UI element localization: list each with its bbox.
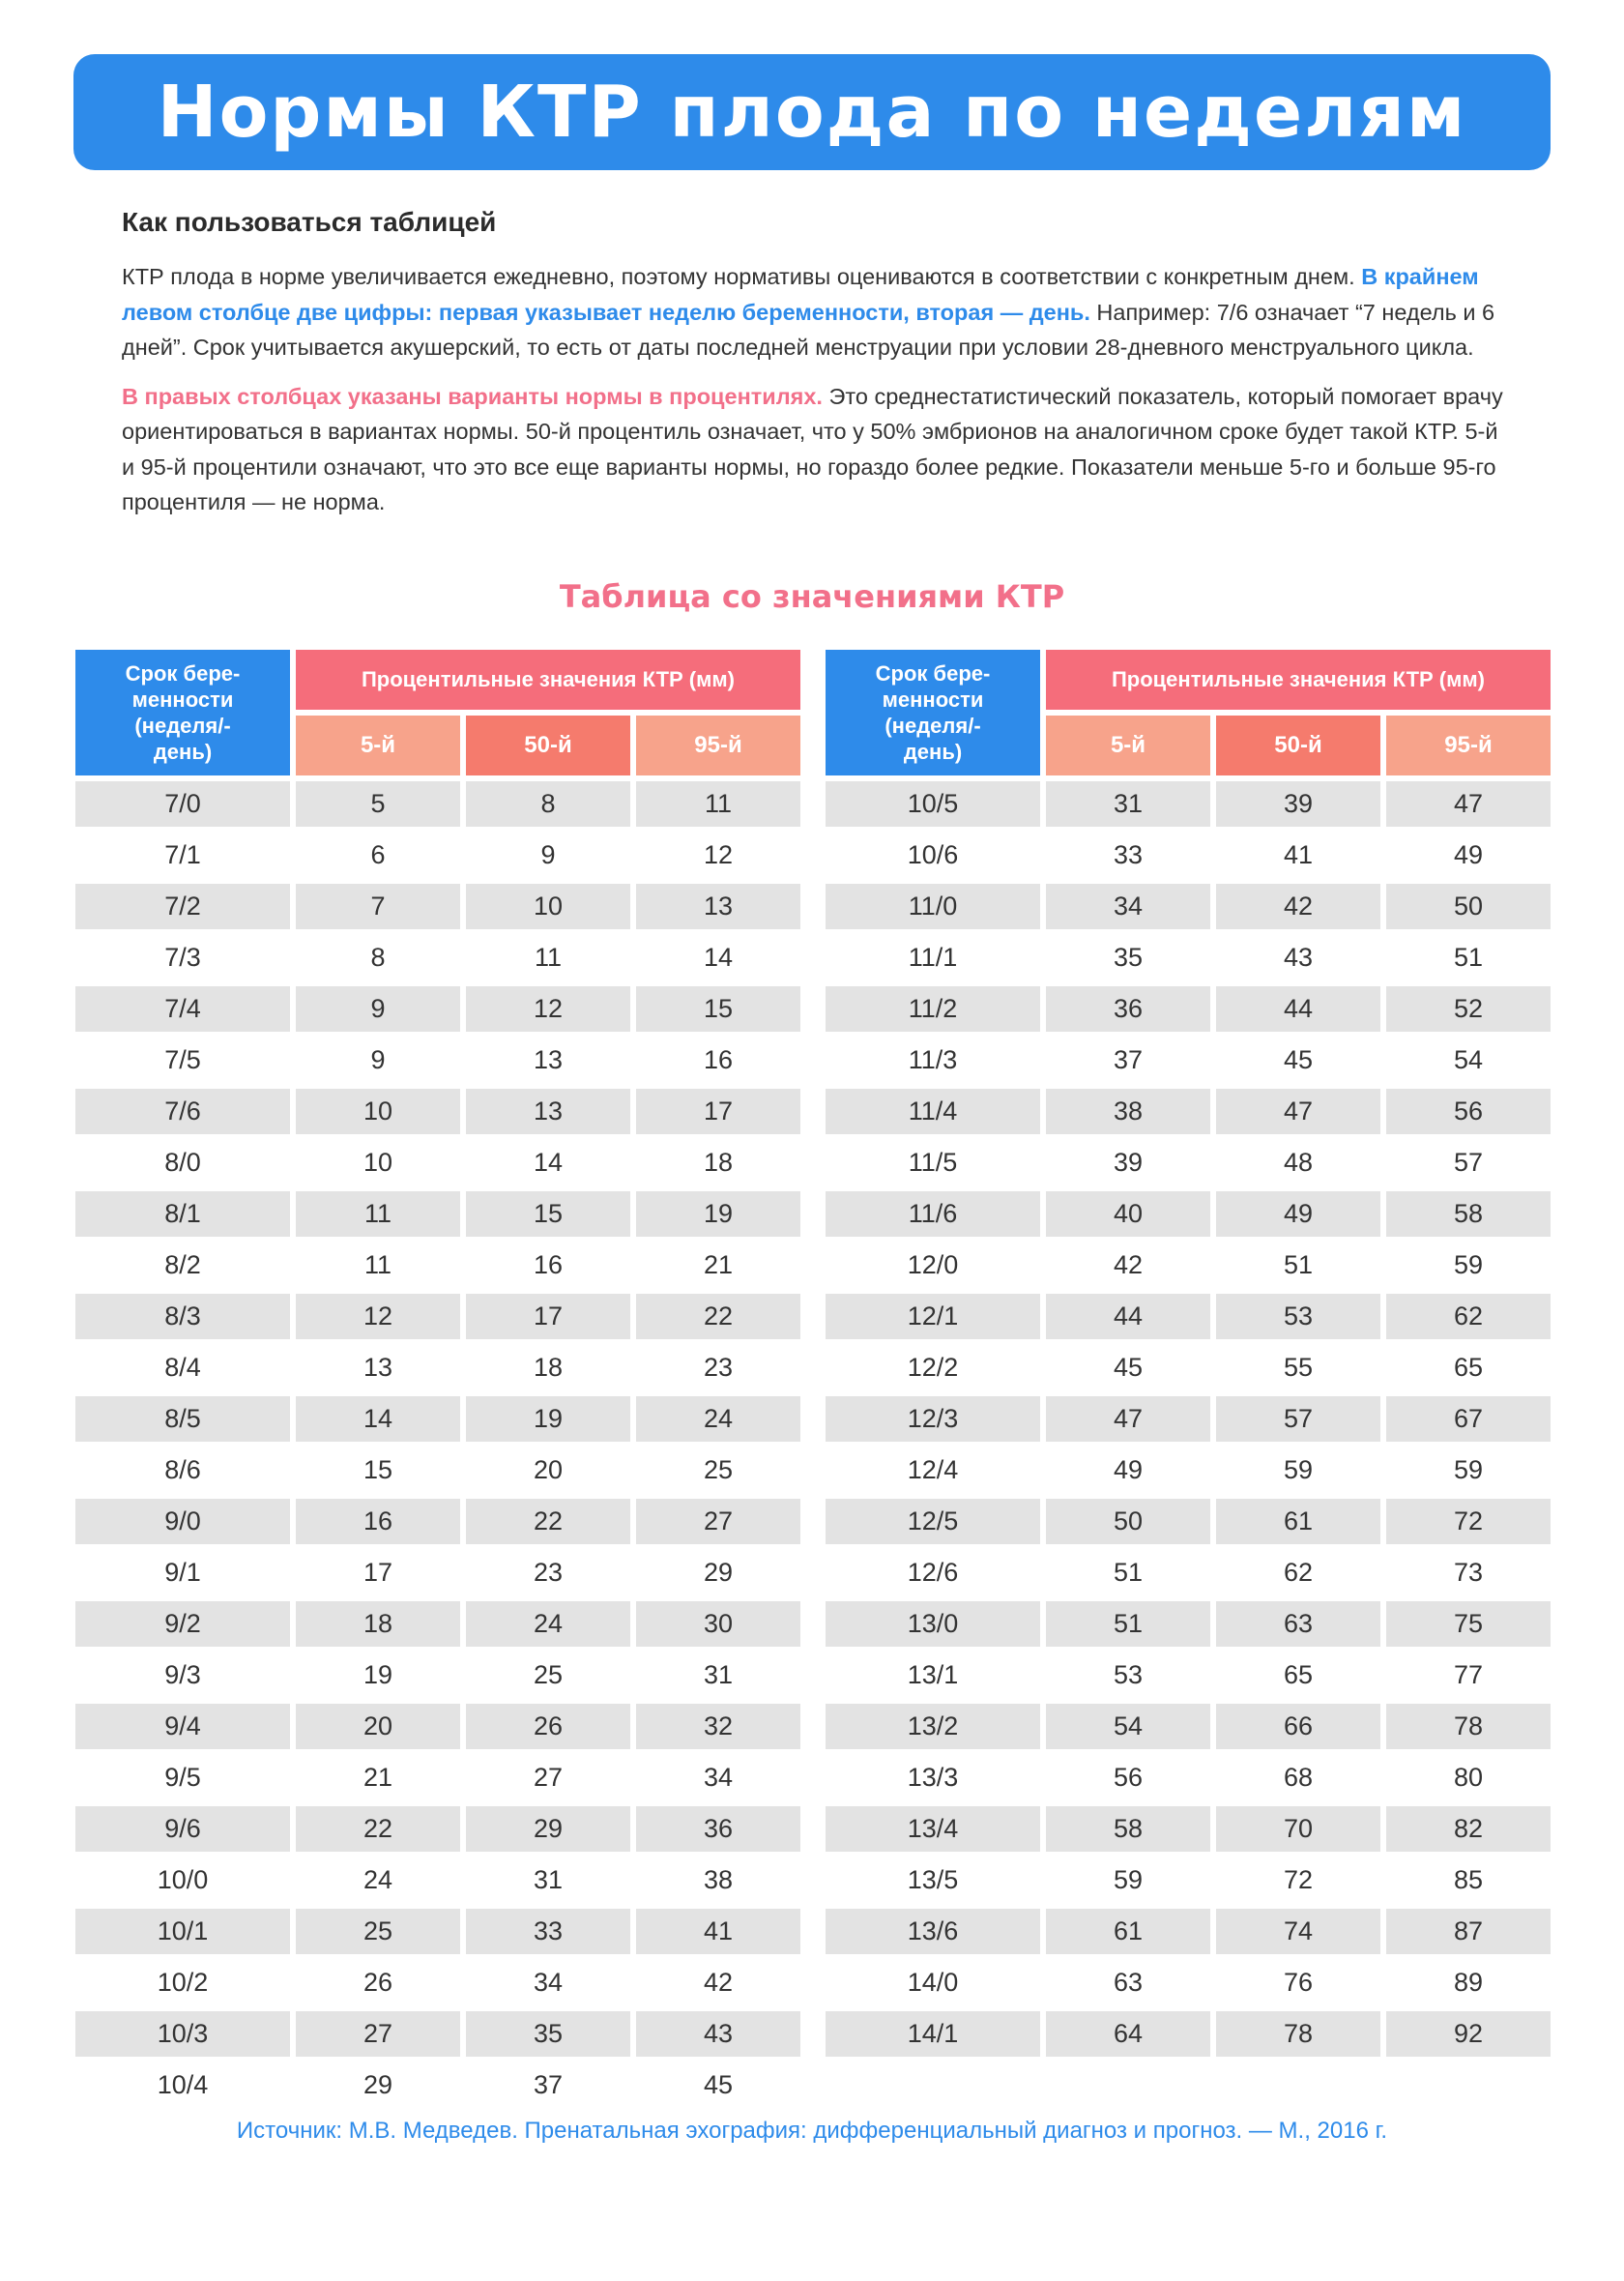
cell-p50: 9 — [540, 840, 556, 869]
header-p95: 95-й — [636, 716, 800, 775]
cell-p50: 12 — [466, 986, 630, 1032]
cell-p5: 51 — [1113, 1558, 1144, 1587]
cell-p5: 6 — [370, 840, 386, 869]
table-row — [75, 2062, 800, 2108]
cell-p50: 70 — [1216, 1806, 1380, 1852]
cell-p5: 64 — [1046, 2011, 1210, 2057]
table-title: Таблица со значениями КТР — [559, 578, 1065, 615]
cell-p95: 89 — [1453, 1968, 1484, 1997]
cell-term: 12/4 — [907, 1455, 959, 1484]
cell-p95: 25 — [703, 1455, 734, 1484]
cell-p95: 22 — [636, 1294, 800, 1339]
cell-p95: 29 — [703, 1558, 734, 1587]
cell-p50: 11 — [534, 943, 563, 972]
cell-p95: 78 — [1386, 1704, 1551, 1749]
cell-p50: 27 — [533, 1763, 564, 1792]
cell-p50: 29 — [466, 1806, 630, 1852]
table-row — [826, 986, 1551, 1032]
cell-p50: 14 — [533, 1148, 564, 1177]
cell-p5: 15 — [362, 1455, 393, 1484]
cell-p95: 54 — [1453, 1045, 1484, 1074]
cell-term: 7/2 — [75, 884, 290, 929]
cell-term: 11/1 — [908, 943, 958, 972]
table-body — [75, 781, 800, 2108]
cell-term: 7/0 — [75, 781, 290, 827]
cell-p95: 27 — [636, 1499, 800, 1544]
cell-term: 12/1 — [826, 1294, 1040, 1339]
cell-term: 8/5 — [75, 1396, 290, 1442]
cell-p5: 53 — [1113, 1660, 1144, 1689]
cell-p5: 27 — [296, 2011, 460, 2057]
cell-p95: 85 — [1453, 1865, 1484, 1894]
header-p50: 50-й — [466, 716, 630, 775]
cell-term: 13/2 — [826, 1704, 1040, 1749]
cell-p95: 14 — [703, 943, 734, 972]
cell-term: 9/5 — [164, 1763, 201, 1792]
cell-p95: 43 — [636, 2011, 800, 2057]
cell-p50: 16 — [533, 1250, 564, 1279]
cell-p50: 53 — [1216, 1294, 1380, 1339]
cell-p95: 49 — [1453, 840, 1484, 869]
cell-p50: 39 — [1216, 781, 1380, 827]
cell-p5: 58 — [1046, 1806, 1210, 1852]
cell-p95: 38 — [703, 1865, 734, 1894]
cell-p5: 38 — [1046, 1089, 1210, 1134]
table-row — [826, 1294, 1551, 1339]
cell-term: 10/4 — [157, 2070, 209, 2099]
cell-p50: 47 — [1216, 1089, 1380, 1134]
cell-p95: 73 — [1453, 1558, 1484, 1587]
table-row — [75, 1550, 800, 1595]
table-row — [75, 1345, 800, 1390]
table-row — [75, 1806, 800, 1852]
table-row — [75, 1960, 800, 2005]
cell-term: 7/6 — [75, 1089, 290, 1134]
table-row — [826, 1601, 1551, 1647]
header-term-text: Срок бере- менности (неделя/- день) — [125, 661, 241, 764]
table-row — [826, 1345, 1551, 1390]
table-row — [826, 2011, 1551, 2057]
table-row — [75, 1038, 800, 1083]
ktp-table-right — [820, 644, 1556, 2062]
cell-p50: 61 — [1216, 1499, 1380, 1544]
cell-p95: 30 — [636, 1601, 800, 1647]
cell-p50: 72 — [1283, 1865, 1314, 1894]
cell-p50: 42 — [1216, 884, 1380, 929]
cell-p95: 65 — [1453, 1353, 1484, 1382]
cell-p95: 67 — [1386, 1396, 1551, 1442]
table-row — [75, 1448, 800, 1493]
cell-p5: 21 — [362, 1763, 393, 1792]
cell-p5: 18 — [296, 1601, 460, 1647]
intro-paragraph-2 — [122, 379, 1504, 520]
intro-paragraph-1 — [122, 259, 1504, 366]
cell-term: 14/1 — [826, 2011, 1040, 2057]
cell-p95: 45 — [703, 2070, 734, 2099]
table-row — [75, 1499, 800, 1544]
cell-term: 13/5 — [907, 1865, 959, 1894]
intro-text-1a: КТР плода в норме увеличивается ежедневно, поэтому нормативы оцениваются в соответствии с конкретным днем. — [122, 264, 1362, 289]
cell-p50: 48 — [1283, 1148, 1314, 1177]
table-row — [826, 1704, 1551, 1749]
cell-p5: 12 — [296, 1294, 460, 1339]
table-row — [826, 1755, 1551, 1800]
cell-p50: 37 — [533, 2070, 564, 2099]
header-term-text: Срок бере- менности (неделя/- день) — [875, 661, 991, 764]
table-row — [826, 1140, 1551, 1185]
cell-term: 7/3 — [164, 943, 201, 972]
cell-term: 13/1 — [907, 1660, 959, 1689]
cell-term: 13/4 — [826, 1806, 1040, 1852]
cell-p5: 56 — [1113, 1763, 1144, 1792]
source-citation: Источник: М.В. Медведев. Пренатальная эхография: дифференциальный диагноз и прогноз. — М., 2016 г. — [236, 2118, 1388, 2144]
cell-term: 8/2 — [164, 1250, 201, 1279]
table-row — [75, 1755, 800, 1800]
cell-p95: 77 — [1453, 1660, 1484, 1689]
header-term — [826, 650, 1040, 775]
intro-text-2b: Это среднестатистический показатель, который помогает врачу ориентироваться в вариантах нормы. 50-й процентиль означает, что у 50% эмбрионов на аналогичном сроке будет такой КТР. 5-й и 95-й процентили означают, что это все еще варианты нормы, но гораздо более редкие. Показатели меньше 5-го и больше 95-го процентиля — не норма. — [122, 383, 1503, 514]
cell-p95: 87 — [1386, 1909, 1551, 1954]
cell-p95: 11 — [636, 781, 800, 827]
table-row — [75, 1140, 800, 1185]
table-row — [75, 1857, 800, 1903]
table-row — [75, 1089, 800, 1134]
cell-term: 10/5 — [826, 781, 1040, 827]
cell-p95: 23 — [703, 1353, 734, 1382]
intro-highlight-blue: В крайнем левом столбце две цифры: первая указывает неделю беременности, вторая — день. — [122, 264, 1479, 325]
cell-term: 8/3 — [75, 1294, 290, 1339]
cell-p95: 17 — [636, 1089, 800, 1134]
cell-p50: 59 — [1283, 1455, 1314, 1484]
table-row — [826, 833, 1551, 878]
table-row — [826, 1089, 1551, 1134]
cell-p95: 16 — [703, 1045, 734, 1074]
title-banner — [73, 54, 1551, 170]
cell-p5: 7 — [296, 884, 460, 929]
cell-p50: 78 — [1216, 2011, 1380, 2057]
cell-p50: 51 — [1283, 1250, 1314, 1279]
cell-p5: 19 — [362, 1660, 393, 1689]
header-p50: 50-й — [1216, 716, 1380, 775]
cell-p50: 66 — [1216, 1704, 1380, 1749]
cell-term: 8/6 — [164, 1455, 201, 1484]
cell-term: 13/0 — [826, 1601, 1040, 1647]
table-row — [826, 1909, 1551, 1954]
cell-p5: 50 — [1046, 1499, 1210, 1544]
cell-p5: 20 — [296, 1704, 460, 1749]
cell-p50: 8 — [466, 781, 630, 827]
table-row — [826, 1550, 1551, 1595]
table-row — [75, 833, 800, 878]
cell-p95: 47 — [1386, 781, 1551, 827]
header-p95: 95-й — [1386, 716, 1551, 775]
cell-p50: 24 — [466, 1601, 630, 1647]
cell-term: 10/6 — [907, 840, 959, 869]
cell-p50: 57 — [1216, 1396, 1380, 1442]
table-row — [826, 1191, 1551, 1237]
cell-p95: 62 — [1386, 1294, 1551, 1339]
cell-term: 11/3 — [908, 1045, 958, 1074]
cell-term: 12/6 — [907, 1558, 959, 1587]
cell-p95: 13 — [636, 884, 800, 929]
header-p5: 5-й — [296, 716, 460, 775]
header-p5: 5-й — [1046, 716, 1210, 775]
intro-highlight-pink: В правых столбцах указаны варианты нормы в процентилях. — [122, 383, 823, 409]
cell-term: 11/0 — [826, 884, 1040, 929]
table-row — [826, 1499, 1551, 1544]
cell-p95: 52 — [1386, 986, 1551, 1032]
cell-term: 9/0 — [75, 1499, 290, 1544]
cell-p95: 56 — [1386, 1089, 1551, 1134]
cell-p5: 8 — [370, 943, 386, 972]
cell-p95: 36 — [636, 1806, 800, 1852]
cell-p5: 26 — [362, 1968, 393, 1997]
cell-term: 9/3 — [164, 1660, 201, 1689]
cell-p95: 15 — [636, 986, 800, 1032]
cell-p95: 34 — [703, 1763, 734, 1792]
cell-term: 10/1 — [75, 1909, 290, 1954]
cell-p5: 25 — [296, 1909, 460, 1954]
cell-p5: 16 — [296, 1499, 460, 1544]
cell-p50: 62 — [1283, 1558, 1314, 1587]
cell-p50: 55 — [1283, 1353, 1314, 1382]
cell-term: 9/2 — [75, 1601, 290, 1647]
cell-p95: 12 — [703, 840, 734, 869]
cell-p5: 11 — [296, 1191, 460, 1237]
table-header — [826, 650, 1551, 775]
cell-p5: 45 — [1113, 1353, 1144, 1382]
cell-p5: 10 — [362, 1148, 393, 1177]
cell-p95: 32 — [636, 1704, 800, 1749]
cell-p95: 58 — [1386, 1191, 1551, 1237]
cell-p50: 26 — [466, 1704, 630, 1749]
cell-p5: 61 — [1046, 1909, 1210, 1954]
cell-p95: 59 — [1453, 1455, 1484, 1484]
cell-p50: 76 — [1283, 1968, 1314, 1997]
cell-p5: 10 — [296, 1089, 460, 1134]
cell-p5: 5 — [296, 781, 460, 827]
table-body — [826, 781, 1551, 2057]
cell-p5: 33 — [1113, 840, 1144, 869]
cell-p50: 68 — [1283, 1763, 1314, 1792]
cell-p50: 19 — [466, 1396, 630, 1442]
cell-p50: 63 — [1216, 1601, 1380, 1647]
table-row — [826, 1038, 1551, 1083]
cell-p50: 22 — [466, 1499, 630, 1544]
cell-term: 11/6 — [826, 1191, 1040, 1237]
intro-text-1b: Например: 7/6 означает “7 недель и 6 дней”. Срок учитывается акушерский, то есть от даты последней менструации при условии 28-дневного менструального цикла. — [122, 299, 1495, 360]
header-percentile-group: Процентильные значения КТР (мм) — [1046, 650, 1551, 710]
cell-term: 9/4 — [75, 1704, 290, 1749]
cell-p5: 40 — [1046, 1191, 1210, 1237]
table-row — [75, 1294, 800, 1339]
table-row — [75, 2011, 800, 2057]
table-row — [826, 1857, 1551, 1903]
cell-p5: 54 — [1046, 1704, 1210, 1749]
cell-p5: 14 — [296, 1396, 460, 1442]
cell-p50: 34 — [533, 1968, 564, 1997]
cell-p50: 45 — [1283, 1045, 1314, 1074]
cell-p5: 17 — [362, 1558, 393, 1587]
cell-p50: 13 — [533, 1045, 564, 1074]
cell-p5: 59 — [1113, 1865, 1144, 1894]
table-row — [75, 1909, 800, 1954]
table-row — [826, 1448, 1551, 1493]
table-row — [826, 1806, 1551, 1852]
cell-term: 12/5 — [826, 1499, 1040, 1544]
table-row — [75, 884, 800, 929]
cell-p50: 25 — [533, 1660, 564, 1689]
cell-term: 10/3 — [75, 2011, 290, 2057]
cell-p95: 41 — [636, 1909, 800, 1954]
cell-term: 13/3 — [907, 1763, 959, 1792]
table-row — [75, 1704, 800, 1749]
cell-term: 14/0 — [907, 1968, 959, 1997]
cell-p5: 34 — [1046, 884, 1210, 929]
cell-term: 10/2 — [157, 1968, 209, 1997]
cell-p50: 35 — [466, 2011, 630, 2057]
cell-p95: 57 — [1453, 1148, 1484, 1177]
cell-p50: 15 — [466, 1191, 630, 1237]
table-row — [75, 986, 800, 1032]
table-row — [826, 1243, 1551, 1288]
cell-term: 10/0 — [157, 1865, 209, 1894]
cell-p5: 36 — [1046, 986, 1210, 1032]
cell-term: 13/6 — [826, 1909, 1040, 1954]
cell-term: 7/4 — [75, 986, 290, 1032]
table-row — [826, 1396, 1551, 1442]
intro-section — [122, 207, 1504, 534]
cell-p95: 19 — [636, 1191, 800, 1237]
cell-p50: 74 — [1216, 1909, 1380, 1954]
cell-p95: 75 — [1386, 1601, 1551, 1647]
cell-term: 11/4 — [826, 1089, 1040, 1134]
cell-term: 8/0 — [164, 1148, 201, 1177]
cell-p95: 50 — [1386, 884, 1551, 929]
cell-p5: 51 — [1046, 1601, 1210, 1647]
cell-p50: 41 — [1283, 840, 1314, 869]
table-row — [826, 1652, 1551, 1698]
table-row — [75, 781, 800, 827]
cell-p50: 65 — [1283, 1660, 1314, 1689]
cell-p50: 10 — [466, 884, 630, 929]
cell-p5: 29 — [362, 2070, 393, 2099]
cell-p5: 31 — [1046, 781, 1210, 827]
header-percentile-group: Процентильные значения КТР (мм) — [296, 650, 800, 710]
cell-p5: 63 — [1113, 1968, 1144, 1997]
cell-term: 7/5 — [164, 1045, 201, 1074]
cell-p50: 49 — [1216, 1191, 1380, 1237]
cell-p95: 18 — [703, 1148, 734, 1177]
cell-p50: 31 — [533, 1865, 564, 1894]
cell-p5: 9 — [296, 986, 460, 1032]
ktp-table-left — [70, 644, 806, 2114]
cell-term: 12/3 — [826, 1396, 1040, 1442]
table-row — [826, 781, 1551, 827]
intro-heading: Как пользоваться таблицей — [122, 207, 497, 237]
table-row — [75, 1243, 800, 1288]
cell-p50: 33 — [466, 1909, 630, 1954]
table-row — [826, 1960, 1551, 2005]
cell-p95: 42 — [703, 1968, 734, 1997]
cell-p5: 42 — [1113, 1250, 1144, 1279]
cell-p5: 11 — [363, 1250, 392, 1279]
cell-p50: 17 — [466, 1294, 630, 1339]
cell-p50: 44 — [1216, 986, 1380, 1032]
cell-p95: 72 — [1386, 1499, 1551, 1544]
table-row — [826, 884, 1551, 929]
cell-p50: 13 — [466, 1089, 630, 1134]
cell-p50: 43 — [1283, 943, 1314, 972]
cell-p50: 20 — [533, 1455, 564, 1484]
cell-p95: 92 — [1386, 2011, 1551, 2057]
cell-p50: 23 — [533, 1558, 564, 1587]
cell-p5: 13 — [362, 1353, 393, 1382]
cell-p5: 47 — [1046, 1396, 1210, 1442]
cell-p95: 24 — [636, 1396, 800, 1442]
table-row — [75, 1191, 800, 1237]
cell-p95: 59 — [1453, 1250, 1484, 1279]
cell-term: 12/2 — [907, 1353, 959, 1382]
table-row — [75, 935, 800, 980]
cell-term: 11/5 — [908, 1148, 958, 1177]
cell-p5: 39 — [1113, 1148, 1144, 1177]
cell-term: 9/1 — [164, 1558, 201, 1587]
cell-term: 8/4 — [164, 1353, 201, 1382]
cell-term: 11/2 — [826, 986, 1040, 1032]
table-row — [75, 1652, 800, 1698]
cell-term: 12/0 — [907, 1250, 959, 1279]
cell-p95: 21 — [703, 1250, 734, 1279]
cell-p95: 82 — [1386, 1806, 1551, 1852]
cell-p5: 24 — [362, 1865, 393, 1894]
table-row — [826, 935, 1551, 980]
cell-p5: 35 — [1113, 943, 1144, 972]
table-header — [75, 650, 800, 775]
cell-p5: 37 — [1113, 1045, 1144, 1074]
table-row — [75, 1601, 800, 1647]
cell-p5: 9 — [370, 1045, 386, 1074]
cell-p5: 22 — [296, 1806, 460, 1852]
cell-p95: 31 — [703, 1660, 734, 1689]
cell-term: 9/6 — [75, 1806, 290, 1852]
cell-term: 8/1 — [75, 1191, 290, 1237]
page-title: Нормы КТР плода по неделям — [157, 71, 1467, 154]
cell-p95: 80 — [1453, 1763, 1484, 1792]
header-term — [75, 650, 290, 775]
cell-p95: 51 — [1453, 943, 1484, 972]
table-row — [75, 1396, 800, 1442]
cell-p5: 44 — [1046, 1294, 1210, 1339]
cell-term: 7/1 — [164, 840, 201, 869]
cell-p5: 49 — [1113, 1455, 1144, 1484]
cell-p50: 18 — [533, 1353, 564, 1382]
